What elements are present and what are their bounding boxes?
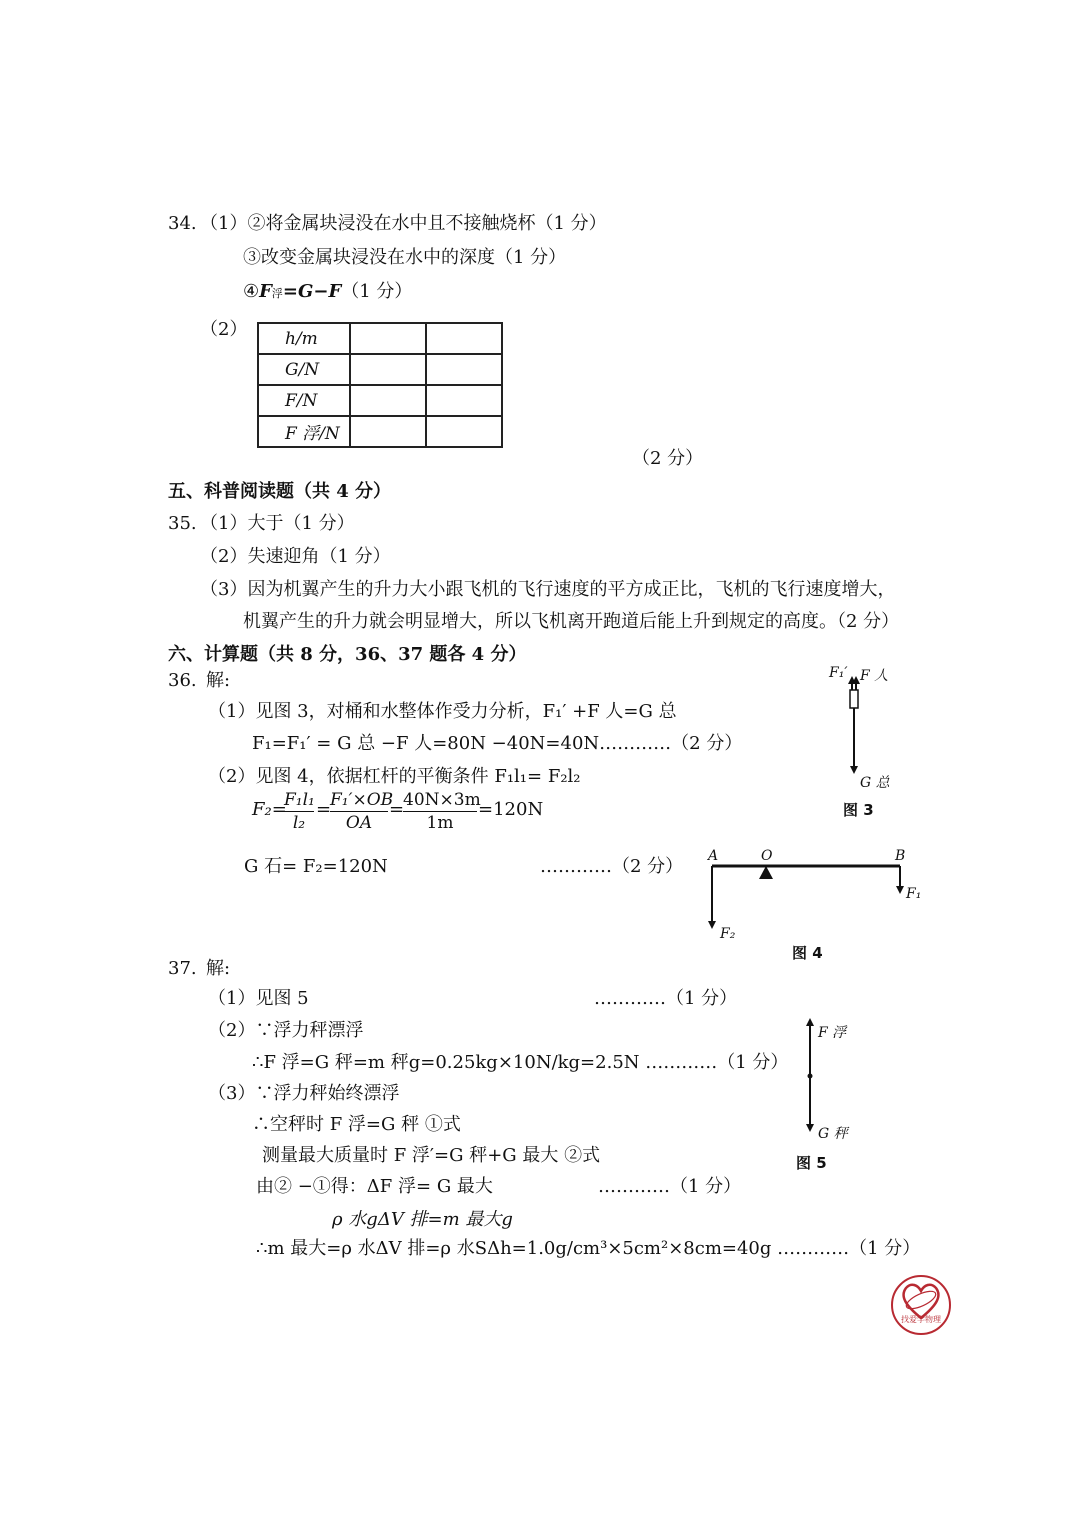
q36-line1: （1）见图 3，对桶和水整体作受力分析，F₁′ +F 人=G 总	[208, 701, 677, 722]
table-header-cell: G/N	[258, 354, 350, 385]
q36-line2: F₁=F₁′ = G 总 −F 人=80N −40N=40N…………（2 分）	[252, 733, 743, 754]
stamp-logo	[892, 1276, 950, 1334]
q36-line5: G 石= F₂=120N	[244, 856, 388, 877]
fig3-fperson-label: F 人	[860, 668, 889, 684]
q37-number: 37.	[168, 958, 197, 979]
fig4-f1-label: F₁	[906, 886, 922, 902]
q37-line8: ρ 水gΔV 排=m 最大g	[332, 1209, 513, 1230]
figure5-force-diagram	[808, 1022, 813, 1128]
equals-1: =	[316, 799, 332, 820]
q37-line5: ∴空秤时 F 浮=G 秤 ①式	[252, 1114, 461, 1135]
q37-line3: ∴F 浮=G 秤=m 秤g=0.25kg×10N/kg=2.5N …………（1 分）	[252, 1052, 789, 1073]
q34-part2: （2）	[200, 319, 248, 340]
q37-line9: ∴m 最大=ρ 水ΔV 排=ρ 水SΔh=1.0g/cm³×5cm²×8cm=40g …………（1 分）	[256, 1238, 921, 1259]
table-header-cell: F 浮/N	[258, 416, 350, 447]
q36-f2-lhs: F₂=	[252, 799, 287, 820]
q34-line3-sub: 浮	[271, 287, 283, 300]
figure4-lever-diagram	[712, 866, 900, 925]
q35-line3: （3）因为机翼产生的升力大小跟飞机的飞行速度的平方成正比，飞机的飞行速度增大，	[200, 579, 896, 600]
fig4-o-label: O	[761, 848, 773, 864]
q35-line2: （2）失速迎角（1 分）	[200, 546, 391, 567]
q37-line1: （1）见图 5	[208, 988, 309, 1009]
q37-line4: （3）∵浮力秤始终漂浮	[208, 1083, 400, 1104]
fig3-caption: 图 3	[843, 801, 874, 819]
fig5-ffu-label: F 浮	[818, 1025, 847, 1041]
q36-jie: 解:	[206, 670, 231, 691]
q34-line2: ③改变金属块浸没在水中的深度（1 分）	[243, 247, 567, 268]
q34-line1: （1）②将金属块浸没在水中且不接触烧杯（1 分）	[200, 213, 607, 234]
q36-line5-score: …………（2 分）	[540, 856, 684, 877]
q34-line3-eq: =G−F	[282, 281, 342, 302]
q35-line1: （1）大于（1 分）	[200, 513, 355, 534]
fig5-caption: 图 5	[796, 1154, 827, 1172]
fig3-f1prime-label: F₁′	[829, 665, 848, 681]
q34-number: 34.	[168, 213, 197, 234]
force-origin-dot	[808, 1074, 813, 1079]
stamp-ring	[892, 1276, 950, 1334]
fulcrum-triangle	[759, 866, 773, 879]
q36-f2-result: =120N	[478, 799, 544, 820]
q34-line3-mark: ④	[243, 281, 260, 302]
q36-number: 36.	[168, 670, 197, 691]
stamp-text: 找爱学物理	[901, 1315, 941, 1324]
fig4-b-label: B	[895, 848, 906, 864]
fig4-a-label: A	[708, 848, 719, 864]
section5-heading: 五、科普阅读题（共 4 分）	[168, 481, 392, 502]
q37-line2: （2）∵浮力秤漂浮	[208, 1020, 364, 1041]
q37-line1-score: …………（1 分）	[594, 988, 738, 1009]
fraction-3-den: 1m	[426, 813, 454, 833]
q34-line3-F: F	[259, 281, 272, 302]
fig4-caption: 图 4	[792, 944, 823, 962]
equals-2: =	[389, 799, 405, 820]
fig3-g-label: G 总	[860, 775, 890, 791]
fig5-g-label: G 秤	[818, 1126, 848, 1142]
fraction-3-num: 40N×3m	[403, 790, 481, 810]
q37-jie: 解:	[206, 958, 231, 979]
fraction-1-den: l₂	[292, 813, 306, 833]
q34-line3-score: （1 分）	[341, 281, 413, 302]
q35-number: 35.	[168, 513, 197, 534]
q35-line4: 机翼产生的升力就会明显增大，所以飞机离开跑道后能上升到规定的高度。（2 分）	[243, 611, 900, 632]
fraction-2-den: OA	[345, 813, 373, 833]
table-header-cell: h/m	[258, 323, 350, 354]
fraction-2-num: F₁′×OB	[330, 790, 394, 810]
fraction-1-num: F₁l₁	[284, 790, 315, 810]
q37-line7-score: …………（1 分）	[598, 1176, 742, 1197]
q36-line3: （2）见图 4，依据杠杆的平衡条件 F₁l₁= F₂l₂	[208, 766, 581, 787]
fig4-f2-label: F₂	[720, 926, 736, 942]
q34-score2: （2 分）	[632, 448, 704, 469]
figure3-force-diagram	[850, 680, 858, 770]
q37-line6: 测量最大质量时 F 浮′=G 秤+G 最大 ②式	[262, 1145, 601, 1166]
q37-line7: 由② −①得：ΔF 浮= G 最大	[256, 1176, 493, 1197]
force-origin-block	[850, 690, 858, 708]
table-header-cell: F/N	[258, 385, 350, 416]
section6-heading: 六、计算题（共 8 分，36、37 题各 4 分）	[168, 644, 527, 665]
